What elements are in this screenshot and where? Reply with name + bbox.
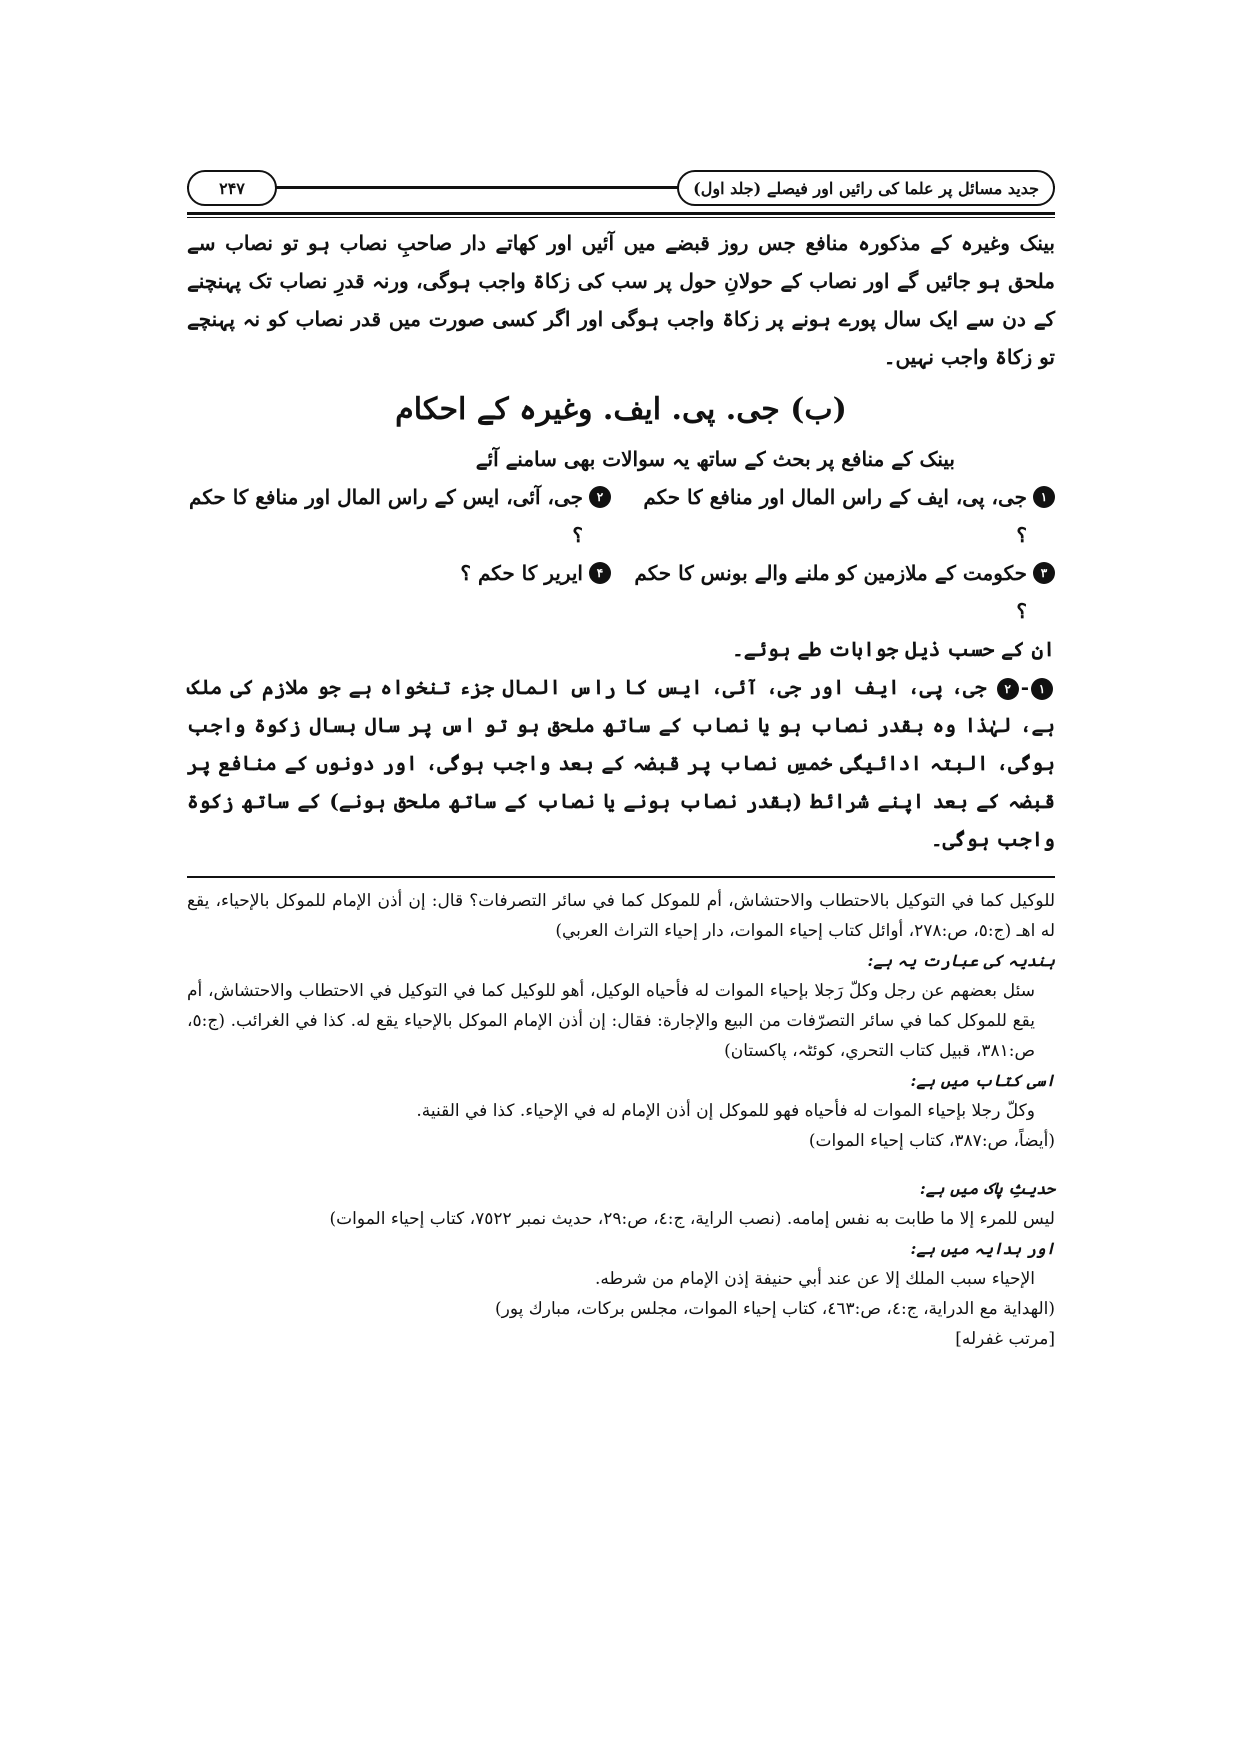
question-text: جی، پی، ایف کے راس المال اور منافع کا حکم ؟ — [643, 485, 1027, 547]
answer-paragraph: ۱-۲ جی، پی، ایف اور جی، آئی، ایس کا راس المال جزء تنخواہ ہے جو ملازم کی ملک ہے، لہٰذا وہ بقدر نصاب ہو یا نصاب کے ساتھ ملحق ہو تو اس پر سال بسال زکوۃ واجب ہوگی، البتہ ادائیگی خمسِ نصاب پر قبضہ کے بعد واجب ہوگی، اور دونوں کے منافع پر قبضہ کے بعد اپنے شرائط (بقدر نصاب ہونے یا نصاب کے ساتھ ملحق ہونے) کے ساتھ زکوۃ واجب ہوگی۔ — [187, 675, 1055, 851]
number-badge: ۱ — [1033, 486, 1055, 508]
question-row — [187, 554, 1055, 630]
number-badge: ۱ — [1031, 678, 1053, 700]
question-text: جی، آئی، ایس کے راس المال اور منافع کا حکم ؟ — [189, 485, 583, 547]
number-badge: ۳ — [1033, 562, 1055, 584]
question-item — [631, 554, 1055, 630]
book-title: جدید مسائل پر علما کی رائیں اور فیصلے (جلد اول) — [677, 170, 1055, 206]
footnote-line: سئل بعضهم عن رجل وكلّ رَجلا بإحياء الموات له فأحياه الوكيل، أهو للوكيل كما في التوكيل في — [369, 981, 1036, 1001]
section-heading: (ب) جی. پی. ایف. وغیرہ کے احکام — [395, 392, 847, 427]
footnote-line: للموكل بالإحياء، يقع له اهـ (ج:٥، ص:٢٧٨، أوائل كتاب إحياء الموات، دار إحياء التراث العربي) — [187, 891, 1055, 941]
footnote-line: الموكل بالإحياء يقع له. كذا في الغرائب. (ج:٥، ص:٣٨١، قبيل كتاب التحري، كوئٹہ، پاکستان) — [187, 1011, 1035, 1061]
intro-line: بینک وغیرہ کے مذکورہ منافع جس روز قبضے میں آئیں اور کھاتے دار صاحبِ نصاب ہو تو نصاب سے ملحق ہو جائیں گے — [187, 231, 1056, 293]
intro-paragraph — [187, 224, 1055, 376]
intro-line: پر زکاۃ واجب ہوگی اور اگر کسی صورت میں قدر نصاب کو نہ پہنچے تو زکاۃ واجب نہیں۔ — [187, 307, 1055, 369]
footnote-line: للوكيل كما في التوكيل بالاحتطاب والاحتشاش، أم للموكل كما في سائر التصرفات؟ قال: إن أذن الإمام — [332, 891, 1056, 911]
page-content — [187, 168, 1055, 1354]
number-badge: ۲ — [589, 486, 611, 508]
number-badge: ۲ — [997, 678, 1019, 700]
footnote-label: اور ہدایہ میں ہے: — [910, 1239, 1055, 1258]
footnote-label: ہندیہ کی عبارت یہ ہے: — [867, 951, 1055, 970]
question-row — [187, 478, 1055, 554]
question-text: ایریر کا حکم ؟ — [460, 561, 583, 585]
questions-intro: بینک کے منافع پر بحث کے ساتھ یہ سوالات بھی سامنے آئے — [475, 447, 955, 471]
answer-line: اور دونوں کے منافع پر قبضہ کے بعد اپنے شرائط (بقدر نصاب ہونے یا نصاب کے ساتھ ملحق ہونے) کے ساتھ زکوۃ — [187, 751, 1055, 813]
footnote-line: الاحتطاب والاحتشاش، أم يقع للموكل كما في سائر التصرّفات من البيع والإجارة: فقال: إن أذن الإمام — [187, 981, 1036, 1031]
question-item — [187, 478, 611, 554]
footnote-line: (الهداية مع الدراية، ج:٤، ص:٤٦٣، كتاب إحياء الموات، مجلس بركات، مبارك پور) — [495, 1299, 1055, 1319]
footnote-line: ليس للمرء إلا ما طابت به نفس إمامه. (نصب الراية، ج:٤، ص:٢٩، حديث نمبر ٧٥٢٢، كتاب إحياء الموات) — [329, 1209, 1055, 1229]
question-text: حکومت کے ملازمین کو ملنے والے بونس کا حکم ؟ — [634, 561, 1027, 623]
footnote-label: اسی کتاب میں ہے: — [910, 1071, 1055, 1090]
footnote-line: الإحياء سبب الملك إلا عن عند أبي حنيفة إذن الإمام من شرطه. — [595, 1269, 1035, 1289]
intro-line: اور نصاب کے حولانِ حول پر سب کی زکاۃ واجب ہوگی، ورنہ قدرِ نصاب تک پہنچنے کے دن سے ایک سال پورے ہونے — [187, 269, 1055, 331]
running-header — [187, 168, 1055, 208]
answer-line: ہو یا نصاب کے ساتھ ملحق ہو تو اس پر سال بسال زکوۃ واجب ہوگی، البتہ ادائیگی خمسِ نصاب پر قبضہ کے بعد واجب ہوگی، — [187, 713, 1055, 775]
footnote-line: (أيضاً، ص:٣٨٧، كتاب إحياء الموات) — [808, 1131, 1055, 1151]
number-badge: ۴ — [589, 562, 611, 584]
footnote-label: حدیثِ پاک میں ہے: — [919, 1179, 1055, 1198]
question-item — [187, 554, 611, 630]
answer-line: جی، پی، ایف اور جی، آئی، ایس کا راس المال جزء تنخواہ ہے جو ملازم کی ملک ہے، لہٰذا وہ بقدر نصاب — [187, 675, 1055, 737]
answer-line: واجب ہوگی۔ — [930, 827, 1055, 851]
footnote-line: وكلّ رجلا بإحياء الموات له فأحياه فهو للموكل إن أذن الإمام له في الإحياء. كذا في القنية. — [416, 1101, 1035, 1121]
double-rule-top — [187, 212, 1055, 215]
compiler-note: [مرتب غفرله] — [955, 1329, 1055, 1349]
question-item — [631, 478, 1055, 554]
double-rule-bottom — [187, 217, 1055, 218]
page-number: ۲۴۷ — [187, 170, 277, 206]
answers-intro: ان کے حسب ذیل جوابات طے ہوئے۔ — [731, 637, 1055, 661]
footnote-paragraph — [187, 886, 1055, 946]
footnote-paragraph — [187, 976, 1055, 1066]
footnote-divider — [187, 876, 1055, 878]
